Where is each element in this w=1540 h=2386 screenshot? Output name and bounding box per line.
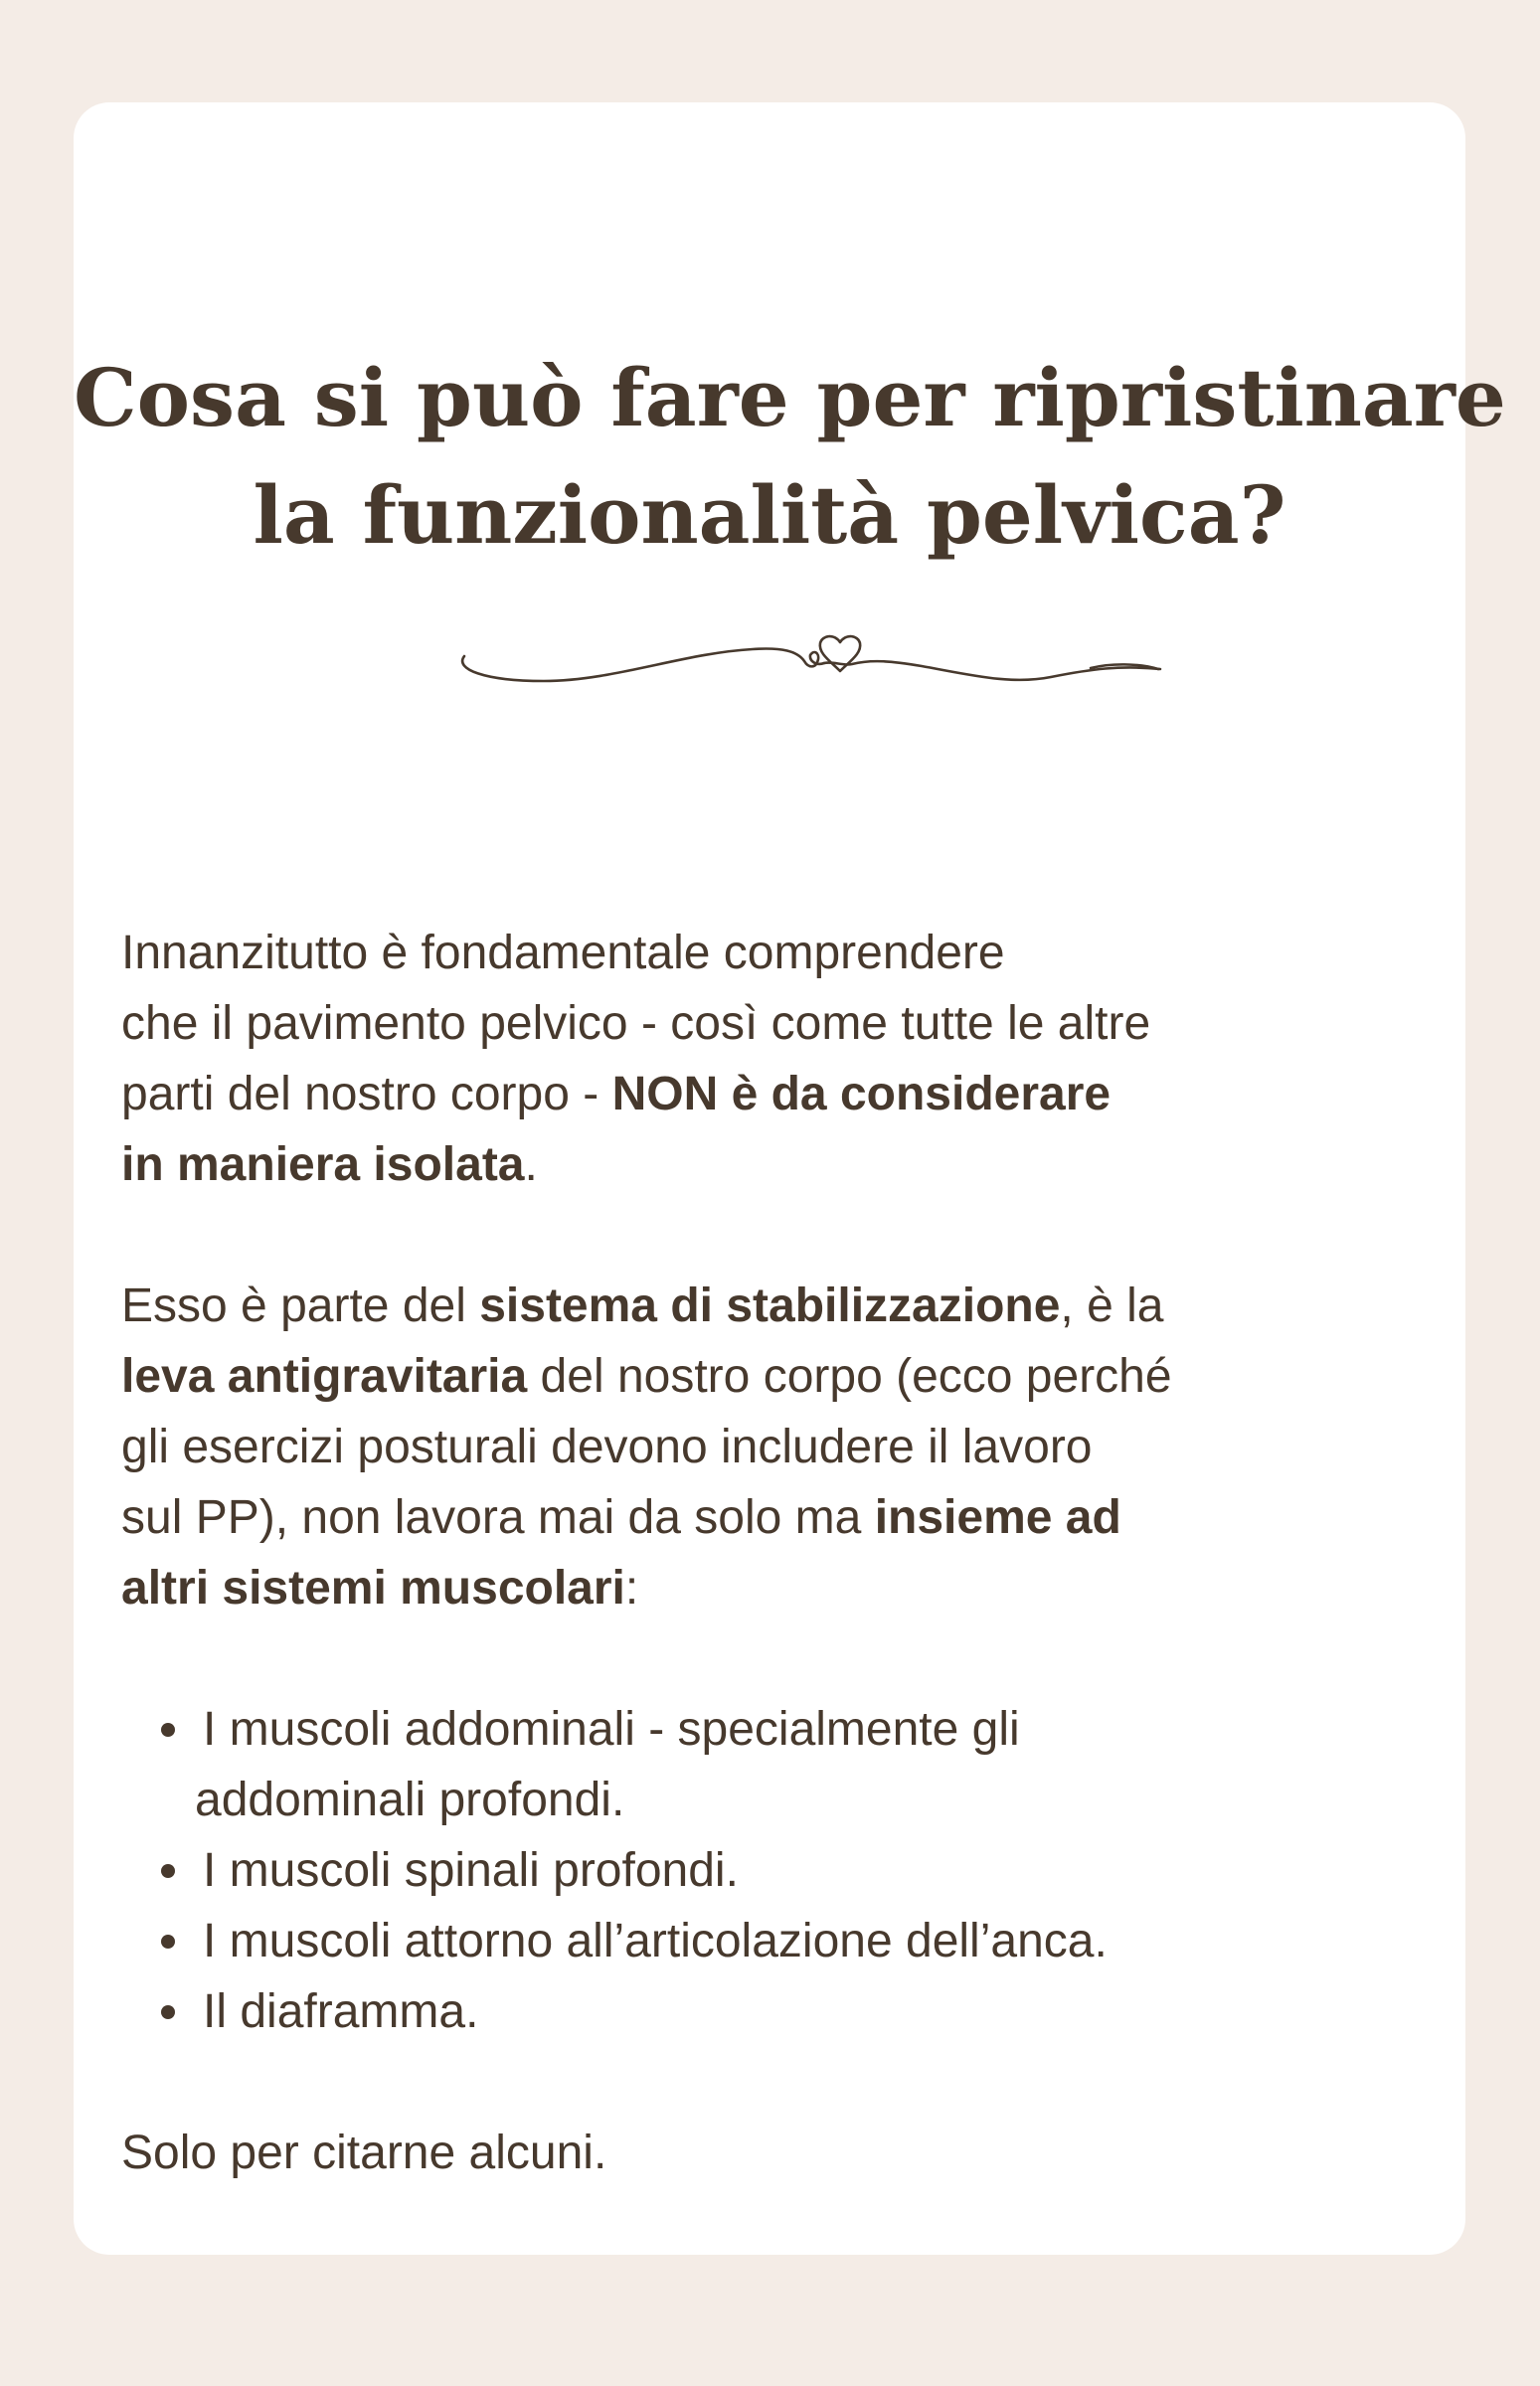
list-item-line: addominali profondi.	[195, 1774, 625, 1826]
bullet-dot-icon	[161, 1864, 175, 1878]
emphasis-insieme-ad: insieme ad	[874, 1491, 1121, 1544]
paragraph-2-text: sul PP), non lavora mai da solo ma	[121, 1491, 875, 1544]
paragraph-1	[121, 918, 1444, 1200]
page-title	[74, 339, 1506, 574]
paragraph-2-text: Esso è parte del	[121, 1279, 480, 1332]
spacer	[121, 1623, 1444, 1694]
list-item-line: I muscoli spinali profondi.	[203, 1844, 739, 1897]
list-item	[121, 1906, 1444, 1976]
emphasis-sistema-stabilizzazione: sistema di stabilizzazione	[479, 1279, 1061, 1332]
content-card	[74, 102, 1506, 2255]
heart-swirl-divider-icon	[454, 611, 1162, 701]
paragraph-1-line-1: Innanzitutto è fondamentale comprendere	[121, 927, 1005, 979]
closing-line: Solo per citarne alcuni.	[121, 2127, 607, 2179]
paragraph-1-period: .	[524, 1138, 538, 1191]
spacer	[121, 1200, 1444, 1271]
list-item	[121, 1976, 1444, 2047]
list-item-line: Il diaframma.	[203, 1985, 479, 2038]
title-line-2: la funzionalità pelvica?	[253, 468, 1286, 562]
paragraph-1-text: parti del nostro corpo -	[121, 1068, 612, 1120]
list-item-line: I muscoli attorno all’articolazione dell’anca.	[203, 1915, 1108, 1967]
paragraph-1-line-4	[121, 1129, 1444, 1200]
paragraph-2-line-2	[121, 1341, 1444, 1412]
emphasis-maniera-isolata: in maniera isolata	[121, 1138, 525, 1191]
bullet-dot-icon	[161, 1723, 175, 1737]
paragraph-1-line-2: che il pavimento pelvico - così come tutte le altre	[121, 997, 1151, 1050]
spacer	[121, 2047, 1444, 2118]
list-item-line: I muscoli addominali - specialmente gli	[203, 1703, 1020, 1756]
list-item	[121, 1835, 1444, 1906]
paragraph-2-line-5	[121, 1553, 1444, 1623]
emphasis-leva-antigravitaria: leva antigravitaria	[121, 1350, 528, 1403]
paragraph-1-line-3	[121, 1059, 1444, 1129]
paragraph-2-colon: :	[624, 1562, 639, 1615]
paragraph-2-line-3: gli esercizi posturali devono includere il lavoro	[121, 1421, 1093, 1473]
emphasis-altri-sistemi: altri sistemi muscolari	[121, 1562, 625, 1615]
bullet-dot-icon	[161, 1935, 175, 1949]
body-text	[121, 918, 1444, 2188]
emphasis-non-isolata: NON è da considerare	[611, 1068, 1112, 1120]
muscle-list	[121, 1694, 1444, 2047]
paragraph-2-text: del nostro corpo (ecco perché	[527, 1350, 1172, 1403]
title-line-1: Cosa si può fare per ripristinare	[74, 351, 1506, 444]
paragraph-2-line-1	[121, 1271, 1444, 1341]
bullet-dot-icon	[161, 2005, 175, 2019]
paragraph-2	[121, 1271, 1444, 1623]
list-item	[121, 1694, 1444, 1835]
paragraph-2-line-4	[121, 1482, 1444, 1553]
paragraph-2-text: , è la	[1060, 1279, 1164, 1332]
